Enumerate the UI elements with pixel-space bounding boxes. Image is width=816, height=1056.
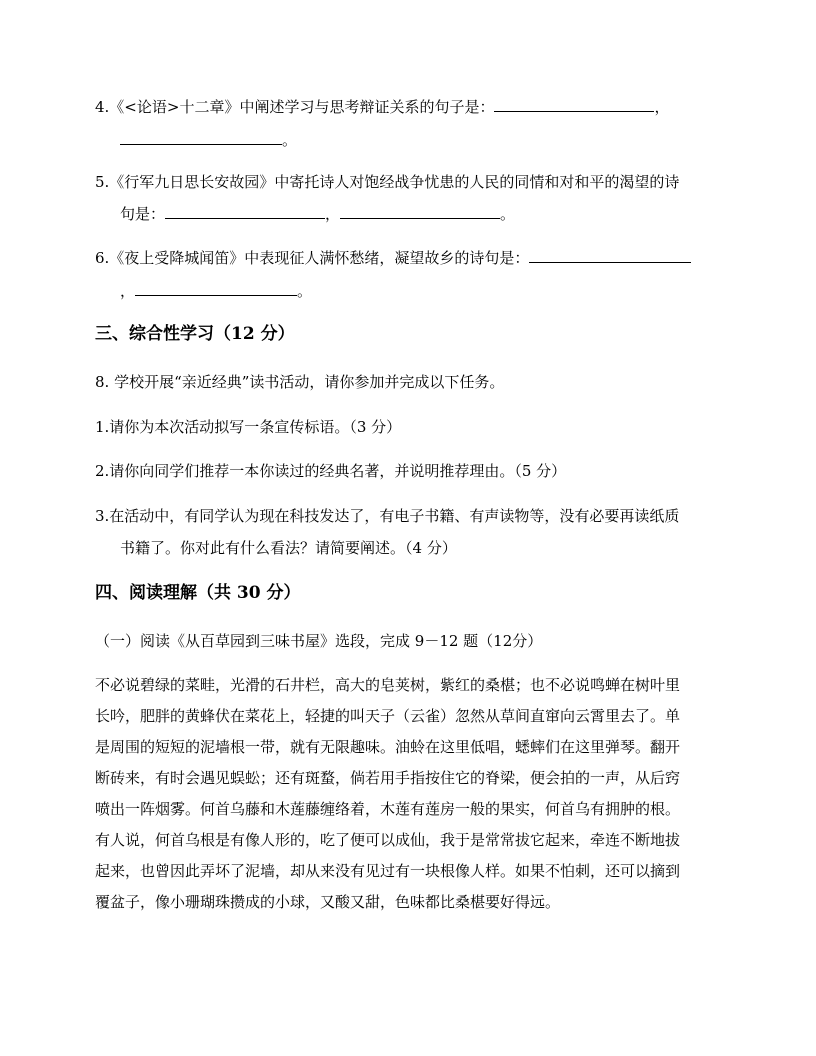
question-6-cont — [120, 281, 312, 301]
passage-line: 有人说，何首乌根是有像人形的，吃了便可以成仙，我于是常常拔它起来，牵连不断地拔 — [95, 831, 681, 849]
passage-line: 断砖来，有时会遇见蜈蚣；还有斑蝥，倘若用手指按住它的脊梁，便会拍的一声，从后窍 — [95, 769, 681, 787]
passage-line: 不必说碧绿的菜畦，光滑的石井栏，高大的皂荚树，紫红的桑椹；也不必说鸣蝉在树叶里 — [95, 676, 681, 694]
answer-blank[interactable] — [120, 130, 282, 145]
question-5 — [95, 172, 679, 192]
reading-passage — [95, 670, 725, 918]
question-5-text-2: 句是： — [120, 205, 166, 223]
question-4 — [95, 97, 669, 117]
answer-blank[interactable] — [135, 281, 297, 296]
question-4-text: 4.《<论语>十二章》中阐述学习与思考辩证关系的句子是： — [95, 98, 495, 116]
section-3-heading: 三、综合性学习（12 分） — [95, 324, 295, 344]
passage-line: 覆盆子，像小珊瑚珠攒成的小球，又酸又甜，色味都比桑椹要好得远。 — [95, 893, 561, 911]
task-2: 2.请你向同学们推荐一本你读过的经典名著，并说明推荐理由。（5 分） — [95, 462, 567, 480]
end-mark: 。 — [297, 282, 313, 300]
answer-blank[interactable] — [165, 204, 325, 219]
task-1: 1.请你为本次活动拟写一条宣传标语。（3 分） — [95, 418, 402, 436]
question-6-text: 6.《夜上受降城闻笛》中表现征人满怀愁绪，凝望故乡的诗句是： — [95, 249, 530, 267]
separator: ， — [120, 282, 136, 300]
question-4-cont — [120, 130, 297, 150]
question-5-cont — [120, 204, 515, 224]
end-mark: 。 — [282, 131, 298, 149]
question-6 — [95, 248, 691, 268]
question-8: 8. 学校开展“亲近经典”读书活动，请你参加并完成以下任务。 — [95, 373, 505, 391]
separator: ， — [654, 98, 670, 116]
answer-blank[interactable] — [340, 204, 500, 219]
separator: ， — [325, 205, 341, 223]
answer-blank[interactable] — [529, 248, 691, 263]
passage-line: 是周围的短短的泥墙根一带，就有无限趣味。油蛉在这里低唱，蟋蟀们在这里弹琴。翻开 — [95, 738, 681, 756]
passage-line: 长吟，肥胖的黄蜂伏在菜花上，轻捷的叫天子（云雀）忽然从草间直窜向云霄里去了。单 — [95, 707, 681, 725]
question-5-text: 5.《行军九日思长安故园》中寄托诗人对饱经战争忧患的人民的同情和对和平的渴望的诗 — [95, 173, 680, 191]
task-3: 3.在活动中，有同学认为现在科技发达了，有电子书籍、有声读物等，没有必要再读纸质 — [95, 507, 680, 525]
passage-line: 起来，也曾因此弄坏了泥墙，却从来没有见过有一块根像人样。如果不怕刺，还可以摘到 — [95, 862, 681, 880]
subsection-1-title: （一）阅读《从百草园到三味书屋》选段，完成 9－12 题（12分） — [95, 632, 543, 650]
task-3-cont: 书籍了。你对此有什么看法？请简要阐述。（4 分） — [120, 539, 457, 557]
passage-line: 喷出一阵烟雾。何首乌藤和木莲藤缠络着，木莲有莲房一般的果实，何首乌有拥肿的根。 — [95, 800, 681, 818]
end-mark: 。 — [500, 205, 516, 223]
section-4-heading: 四、阅读理解（共 30 分） — [95, 583, 301, 603]
answer-blank[interactable] — [494, 97, 654, 112]
